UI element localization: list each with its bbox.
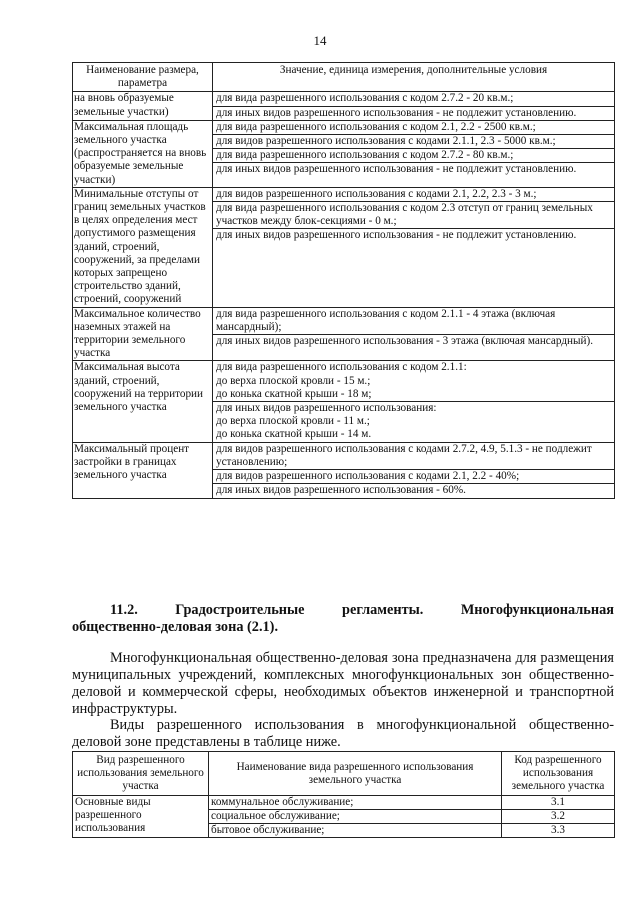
section-title-line2: общественно-деловая зона (2.1).	[72, 619, 279, 635]
parameter-name: Максимальный процент застройки в границах земельного участка	[73, 442, 213, 498]
parameter-value: для вида разрешенного использования с кодом 2.1, 2.2 - 2500 кв.м.;	[213, 121, 614, 135]
use-code: 3.2	[502, 810, 615, 824]
parameter-value: для иных видов разрешенного использования - 60%.	[216, 484, 466, 497]
parameter-values	[213, 187, 615, 307]
table-row	[73, 796, 615, 810]
header-use-name: Наименование вида разрешенного использования земельного участка	[209, 752, 502, 796]
use-name: социальное обслуживание;	[209, 810, 502, 824]
parameter-value: до верха плоской кровли - 15 м.;	[216, 374, 371, 387]
parameter-values	[213, 120, 615, 187]
table-row	[73, 187, 615, 307]
parameter-value: для вида разрешенного использования с кодом 2.7.2 - 20 кв.м.;	[213, 92, 614, 106]
use-name: коммунальное обслуживание;	[209, 796, 502, 810]
header-parameter-value: Значение, единица измерения, дополнительные условия	[213, 63, 615, 92]
section-number: 11.2.	[110, 602, 138, 618]
section-title-word: Многофункциональная	[460, 602, 614, 618]
parameter-value: для видов разрешенного использования с кодами 2.1, 2.2, 2.3 - 3 м.;	[213, 188, 614, 202]
table-intro-paragraph: Виды разрешенного использования в многофункциональной общественно-деловой зоне представлены в таблице ниже.	[72, 717, 614, 750]
page-number: 14	[313, 33, 327, 48]
parameters-table	[72, 62, 615, 499]
zone-description-paragraph: Многофункциональная общественно-деловая зона предназначена для размещения муниципальных учреждений, комплексных многофункциональных зон общественно-деловой и коммерческой сферы, необходимых объектов инженерной и транспортной инфраструктуры.	[72, 650, 614, 717]
parameter-value: для вида разрешенного использования с кодом 2.3 отступ от границ земельных участков между блок-секциями - 0 м.;	[213, 202, 614, 229]
table-row	[73, 361, 615, 442]
header-parameter-name: Наименование размера, параметра	[73, 63, 213, 92]
parameter-name: Минимальные отступы от границ земельных участков в целях определения мест допустимого размещения зданий, строений, сооружений, за пределами которых запрещено строительство зданий, строений, сооружений	[73, 187, 213, 307]
use-code: 3.3	[502, 824, 615, 838]
parameter-value: до конька скатной крыши - 18 м;	[216, 387, 372, 400]
parameter-value: до верха плоской кровли - 11 м.;	[216, 415, 370, 428]
parameter-value: до конька скатной крыши - 14 м.	[216, 428, 372, 441]
parameter-value: для видов разрешенного использования с кодами 2.1.1, 2.3 - 5000 кв.м.;	[213, 135, 614, 149]
parameter-value: для иных видов разрешенного использования - не подлежит установлению.	[216, 163, 577, 176]
permitted-uses-table	[72, 751, 615, 838]
use-code: 3.1	[502, 796, 615, 810]
parameter-values	[213, 361, 615, 442]
parameter-value: для видов разрешенного использования с кодами 2.7.2, 4.9, 5.1.3 - не подлежит установлению;	[213, 443, 614, 470]
parameter-name: Максимальная площадь земельного участка (распространяется на вновь образуемые земельные участки)	[73, 120, 213, 187]
section-title-word: Градостроительные	[175, 602, 305, 618]
parameter-name: Максимальное количество наземных этажей на территории земельного участка	[73, 307, 213, 361]
uses-table-header	[73, 752, 615, 796]
header-use-code: Код разрешенного использования земельного участка	[502, 752, 615, 796]
use-group-label: Основные виды разрешенного использования	[73, 796, 209, 838]
table-row	[73, 92, 615, 120]
parameter-name: Максимальная высота зданий, строений, сооружений на территории земельного участка	[73, 361, 213, 442]
parameter-value: для иных видов разрешенного использования:	[216, 402, 437, 415]
parameter-values	[213, 307, 615, 361]
parameter-value: для иных видов разрешенного использования - 3 этажа (включая мансардный).	[216, 335, 594, 348]
parameter-value: для иных видов разрешенного использования - не подлежит установлению.	[216, 106, 577, 119]
section-title-word: регламенты.	[342, 602, 424, 618]
table-row	[73, 442, 615, 498]
table-row	[73, 120, 615, 187]
parameter-name: на вновь образуемые земельные участки)	[73, 92, 213, 120]
header-use-type: Вид разрешенного использования земельного участка	[73, 752, 209, 796]
table-row	[73, 307, 615, 361]
parameter-values	[213, 92, 615, 120]
parameters-table-header	[73, 63, 615, 92]
parameter-values	[213, 442, 615, 498]
parameter-value: для вида разрешенного использования с кодом 2.7.2 - 80 кв.м.;	[213, 149, 614, 163]
parameter-value: для видов разрешенного использования с кодами 2.1, 2.2 - 40%;	[213, 470, 614, 484]
use-name: бытовое обслуживание;	[209, 824, 502, 838]
parameter-value: для иных видов разрешенного использования - не подлежит установлению.	[216, 229, 577, 242]
parameter-value-group	[213, 402, 614, 442]
parameter-value: для вида разрешенного использования с кодом 2.1.1:	[216, 361, 467, 374]
parameter-value: для вида разрешенного использования с кодом 2.1.1 - 4 этажа (включая мансардный);	[213, 308, 614, 335]
section-heading	[72, 602, 614, 636]
parameter-value-group	[213, 361, 614, 402]
